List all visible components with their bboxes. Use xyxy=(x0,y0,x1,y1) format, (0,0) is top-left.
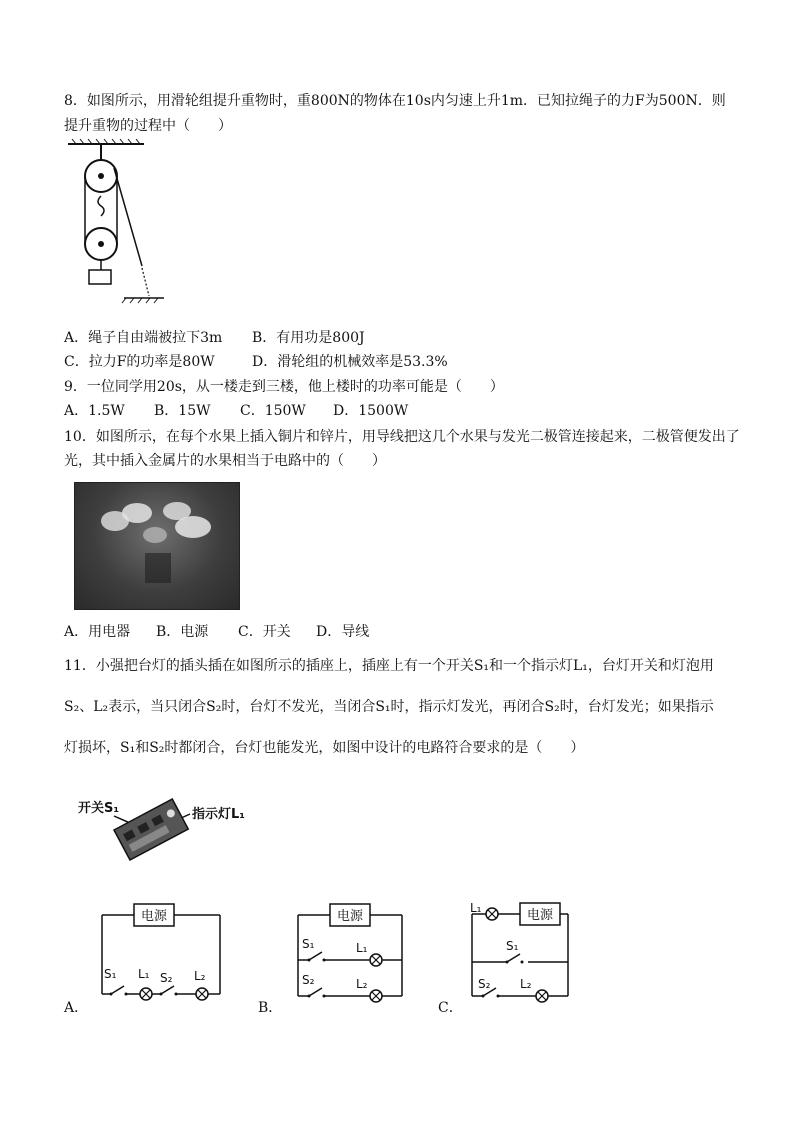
label-s1: S₁ xyxy=(302,937,315,951)
q9-option-d: D．1500W xyxy=(333,403,409,419)
label-s2: S₂ xyxy=(302,973,315,987)
q10-stem-line1: 10．如图所示，在每个水果上插入铜片和锌片，用导线把这几个水果与发光二极管连接起来，二极管便发出了 xyxy=(64,429,740,445)
label-s2: S₂ xyxy=(160,971,173,985)
label-l2: L₂ xyxy=(194,969,206,983)
q8-option-b: B．有用功是800J xyxy=(252,330,365,346)
power-source-label: 电源 xyxy=(141,909,168,924)
q11-stem-line2: S₂、L₂表示，当只闭合S₂时，台灯不发光，当闭合S₁时，指示灯发光，再闭合S₂时，台灯发光；如果指示 xyxy=(64,699,714,715)
socket-lamp-label: 指示灯L₁ xyxy=(192,807,245,822)
label-l2: L₂ xyxy=(356,977,368,991)
fruit-battery-photo xyxy=(74,482,240,610)
q11-stem-line3: 灯损坏，S₁和S₂时都闭合，台灯也能发光，如图中设计的电路符合要求的是（ ） xyxy=(64,740,585,756)
q9-option-a: A．1.5W xyxy=(64,403,125,419)
power-source-label: 电源 xyxy=(527,908,554,923)
q8-option-a: A．绳子自由端被拉下3m xyxy=(64,330,223,346)
power-source-label: 电源 xyxy=(337,909,364,924)
label-l2: L₂ xyxy=(520,977,532,991)
socket-switch-label: 开关S₁ xyxy=(78,801,120,816)
circuit-a-label: A． xyxy=(64,1000,89,1016)
label-s1: S₁ xyxy=(104,967,117,981)
circuit-c xyxy=(466,896,576,1006)
q8-stem-line2: 提升重物的过程中（ ） xyxy=(64,118,232,134)
pulley-figure xyxy=(64,138,174,318)
switch-s1 xyxy=(507,954,520,962)
circuit-c-label: C． xyxy=(438,1000,463,1016)
switch-s2 xyxy=(161,986,174,994)
q9-option-b: B．15W xyxy=(154,403,211,419)
circuit-b xyxy=(292,902,408,1006)
q10-stem-line2: 光，其中插入金属片的水果相当于电路中的（ ） xyxy=(64,453,386,469)
q9-stem: 9．一位同学用20s，从一楼走到三楼，他上楼时的功率可能是（ ） xyxy=(64,379,504,395)
switch-s2 xyxy=(309,988,322,996)
q8-option-c: C．拉力F的功率是80W xyxy=(64,354,215,370)
label-l1: L₁ xyxy=(356,941,368,955)
q9-option-c: C．150W xyxy=(240,403,306,419)
q8-option-d: D．滑轮组的机械效率是53.3% xyxy=(252,354,448,370)
label-l1: L₁ xyxy=(470,901,482,915)
power-strip-figure xyxy=(74,792,274,892)
label-l1: L₁ xyxy=(138,967,150,981)
switch-s1 xyxy=(111,986,124,994)
switch-s1 xyxy=(309,952,322,960)
q11-stem-line1: 11．小强把台灯的插头插在如图所示的插座上，插座上有一个开关S₁和一个指示灯L₁，台灯开关和灯泡用 xyxy=(64,658,714,674)
q8-stem-line1: 8．如图所示，用滑轮组提升重物时，重800N的物体在10s内匀速上升1m．已知拉绳子的力F为500N．则 xyxy=(64,93,726,109)
q10-option-a: A．用电器 xyxy=(64,624,131,640)
q10-option-b: B．电源 xyxy=(156,624,209,640)
label-s1: S₁ xyxy=(506,939,519,953)
circuit-b-label: B． xyxy=(258,1000,283,1016)
circuit-a xyxy=(96,902,226,1006)
q10-option-d: D．导线 xyxy=(316,624,370,640)
q10-option-c: C．开关 xyxy=(238,624,291,640)
label-s2: S₂ xyxy=(478,977,491,991)
